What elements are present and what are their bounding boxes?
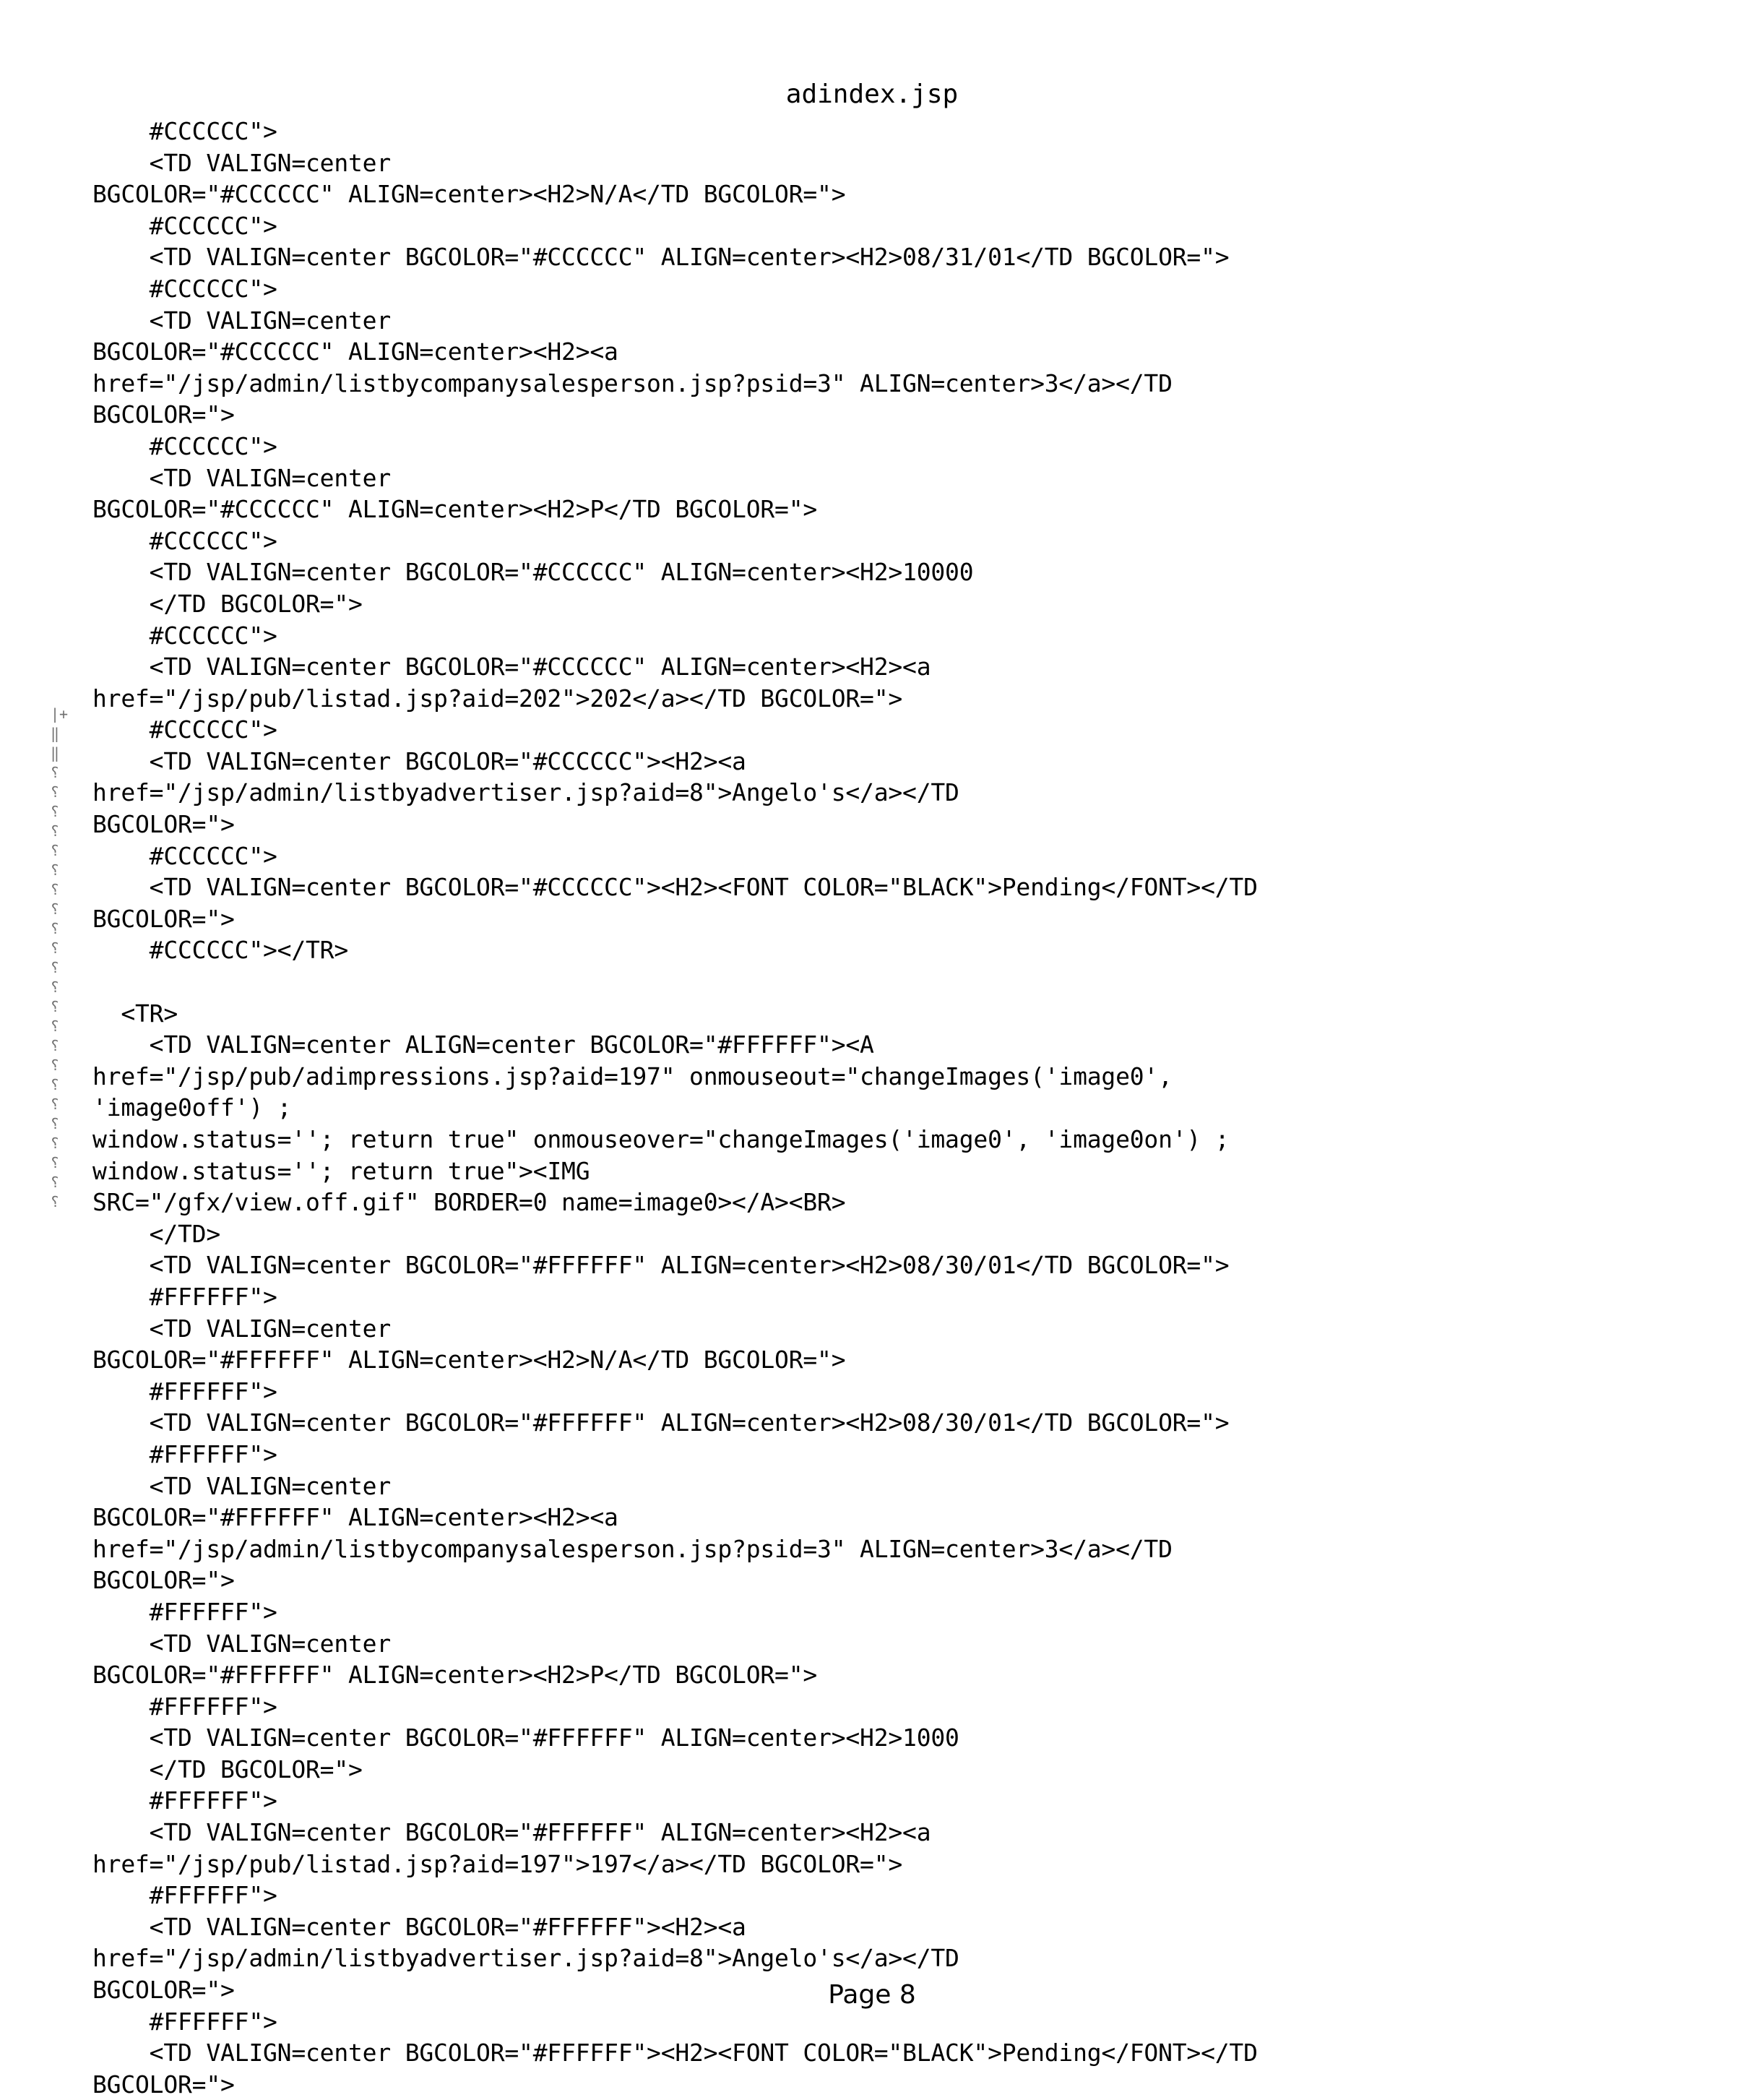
code-line: #CCCCCC"> (92, 715, 277, 744)
code-line: #FFFFFF"> (92, 1881, 277, 1910)
code-line: <TD VALIGN=center BGCOLOR="#CCCCCC" ALIGN=center><H2><a (92, 653, 931, 681)
code-line: <TD VALIGN=center (92, 463, 392, 492)
code-line: BGCOLOR="> (92, 904, 235, 933)
code-line: BGCOLOR="#FFFFFF" ALIGN=center><H2>N/A</TD BGCOLOR="> (92, 1346, 846, 1374)
code-line: <TD VALIGN=center (92, 306, 392, 335)
code-line: <TD VALIGN=center BGCOLOR="#CCCCCC"><H2><a (92, 746, 746, 775)
code-line: BGCOLOR="#FFFFFF" ALIGN=center><H2>P</TD BGCOLOR="> (92, 1661, 818, 1690)
code-line: <TD VALIGN=center BGCOLOR="#FFFFFF" ALIGN=center><H2>08/30/01</TD BGCOLOR="> (92, 1251, 1230, 1280)
page-title: adindex.jsp (785, 79, 959, 109)
code-line: href="/jsp/pub/listad.jsp?aid=202">202</a></TD BGCOLOR="> (92, 684, 903, 713)
code-line: href="/jsp/admin/listbycompanysalesperson.jsp?psid=3" ALIGN=center>3</a></TD (92, 1534, 1173, 1563)
code-line (92, 966, 1667, 998)
code-line: #FFFFFF"> (92, 1786, 277, 1815)
code-line: </TD BGCOLOR="> (92, 1755, 363, 1783)
code-line: </TD> (92, 1219, 221, 1248)
code-line: BGCOLOR="#FFFFFF" ALIGN=center><H2><a (92, 1503, 618, 1532)
code-line: BGCOLOR="> (92, 400, 235, 429)
code-line: #CCCCCC"> (92, 841, 277, 870)
code-line: #CCCCCC"> (92, 621, 277, 650)
code-line: #FFFFFF"> (92, 1692, 277, 1721)
code-line: <TD VALIGN=center BGCOLOR="#CCCCCC" ALIGN=center><H2>10000 (92, 558, 974, 587)
code-line: window.status=''; return true"><IMG (92, 1156, 590, 1185)
margin-scan-artifacts: |+ ‖ ‖ ⸮ ⸮ ⸮ ⸮ ⸮ ⸮ ⸮ ⸮ ⸮ ⸮ ⸮ ⸮ ⸮ ⸮ ⸮ ⸮ ⸮ ⸮ ⸮ ⸮ ⸮ ⸮ ⸮ (51, 705, 69, 1210)
code-listing (92, 116, 1667, 2100)
code-line: SRC="/gfx/view.off.gif" BORDER=0 name=image0></A><BR> (92, 1188, 846, 1217)
code-line: #CCCCCC"> (92, 211, 277, 240)
code-line: #CCCCCC"> (92, 526, 277, 555)
code-line: BGCOLOR="> (92, 1976, 235, 2005)
code-line: BGCOLOR="#CCCCCC" ALIGN=center><H2><a (92, 337, 618, 366)
code-line: <TD VALIGN=center BGCOLOR="#FFFFFF" ALIGN=center><H2>08/30/01</TD BGCOLOR="> (92, 1408, 1230, 1437)
code-line: <TD VALIGN=center (92, 148, 392, 177)
code-line: href="/jsp/admin/listbycompanysalesperson.jsp?psid=3" ALIGN=center>3</a></TD (92, 369, 1173, 397)
code-line: window.status=''; return true" onmouseover="changeImages('image0', 'image0on') ; (92, 1125, 1230, 1153)
code-line: BGCOLOR="> (92, 1566, 235, 1595)
code-line: #CCCCCC"> (92, 431, 277, 460)
code-line: <TD VALIGN=center ALIGN=center BGCOLOR="#FFFFFF"><A (92, 1030, 874, 1059)
code-line: #CCCCCC"> (92, 117, 277, 145)
code-line: <TD VALIGN=center BGCOLOR="#FFFFFF" ALIGN=center><H2><a (92, 1818, 931, 1847)
code-line: #FFFFFF"> (92, 1597, 277, 1626)
code-line: </TD BGCOLOR="> (92, 589, 363, 618)
code-line: href="/jsp/pub/adimpressions.jsp?aid=197" onmouseout="changeImages('image0', (92, 1062, 1173, 1090)
code-line: #FFFFFF"> (92, 1282, 277, 1311)
code-line: <TD VALIGN=center BGCOLOR="#FFFFFF"><H2><FONT COLOR="BLACK">Pending</FONT></TD (92, 2039, 1258, 2067)
code-line: BGCOLOR="#CCCCCC" ALIGN=center><H2>P</TD BGCOLOR="> (92, 495, 818, 524)
code-line: href="/jsp/pub/listad.jsp?aid=197">197</a></TD BGCOLOR="> (92, 1849, 903, 1878)
code-line: <TD VALIGN=center BGCOLOR="#FFFFFF" ALIGN=center><H2>1000 (92, 1724, 959, 1752)
code-line: #FFFFFF"> (92, 1377, 277, 1406)
code-line: #CCCCCC"></TR> (92, 936, 349, 965)
code-line: <TD VALIGN=center (92, 1314, 392, 1343)
code-line: 'image0off') ; (92, 1093, 292, 1122)
code-line: <TR> (92, 999, 178, 1028)
code-line: BGCOLOR="> (92, 2070, 235, 2099)
code-line: <TD VALIGN=center BGCOLOR="#CCCCCC"><H2><FONT COLOR="BLACK">Pending</FONT></TD (92, 873, 1258, 902)
page-footer: Page 8 (828, 1980, 916, 2010)
code-line: href="/jsp/admin/listbyadvertiser.jsp?aid=8">Angelo's</a></TD (92, 778, 959, 807)
code-line: #CCCCCC"> (92, 274, 277, 303)
code-line: <TD VALIGN=center (92, 1471, 392, 1500)
code-line: <TD VALIGN=center BGCOLOR="#CCCCCC" ALIGN=center><H2>08/31/01</TD BGCOLOR="> (92, 243, 1230, 272)
code-line: BGCOLOR="#CCCCCC" ALIGN=center><H2>N/A</TD BGCOLOR="> (92, 180, 846, 209)
code-line: <TD VALIGN=center BGCOLOR="#FFFFFF"><H2><a (92, 1912, 746, 1941)
code-line: #FFFFFF"> (92, 1440, 277, 1468)
code-line: href="/jsp/admin/listbyadvertiser.jsp?aid=8">Angelo's</a></TD (92, 1944, 959, 1973)
code-line: BGCOLOR="> (92, 810, 235, 839)
code-line: #FFFFFF"> (92, 2007, 277, 2036)
code-line: <TD VALIGN=center (92, 1629, 392, 1658)
